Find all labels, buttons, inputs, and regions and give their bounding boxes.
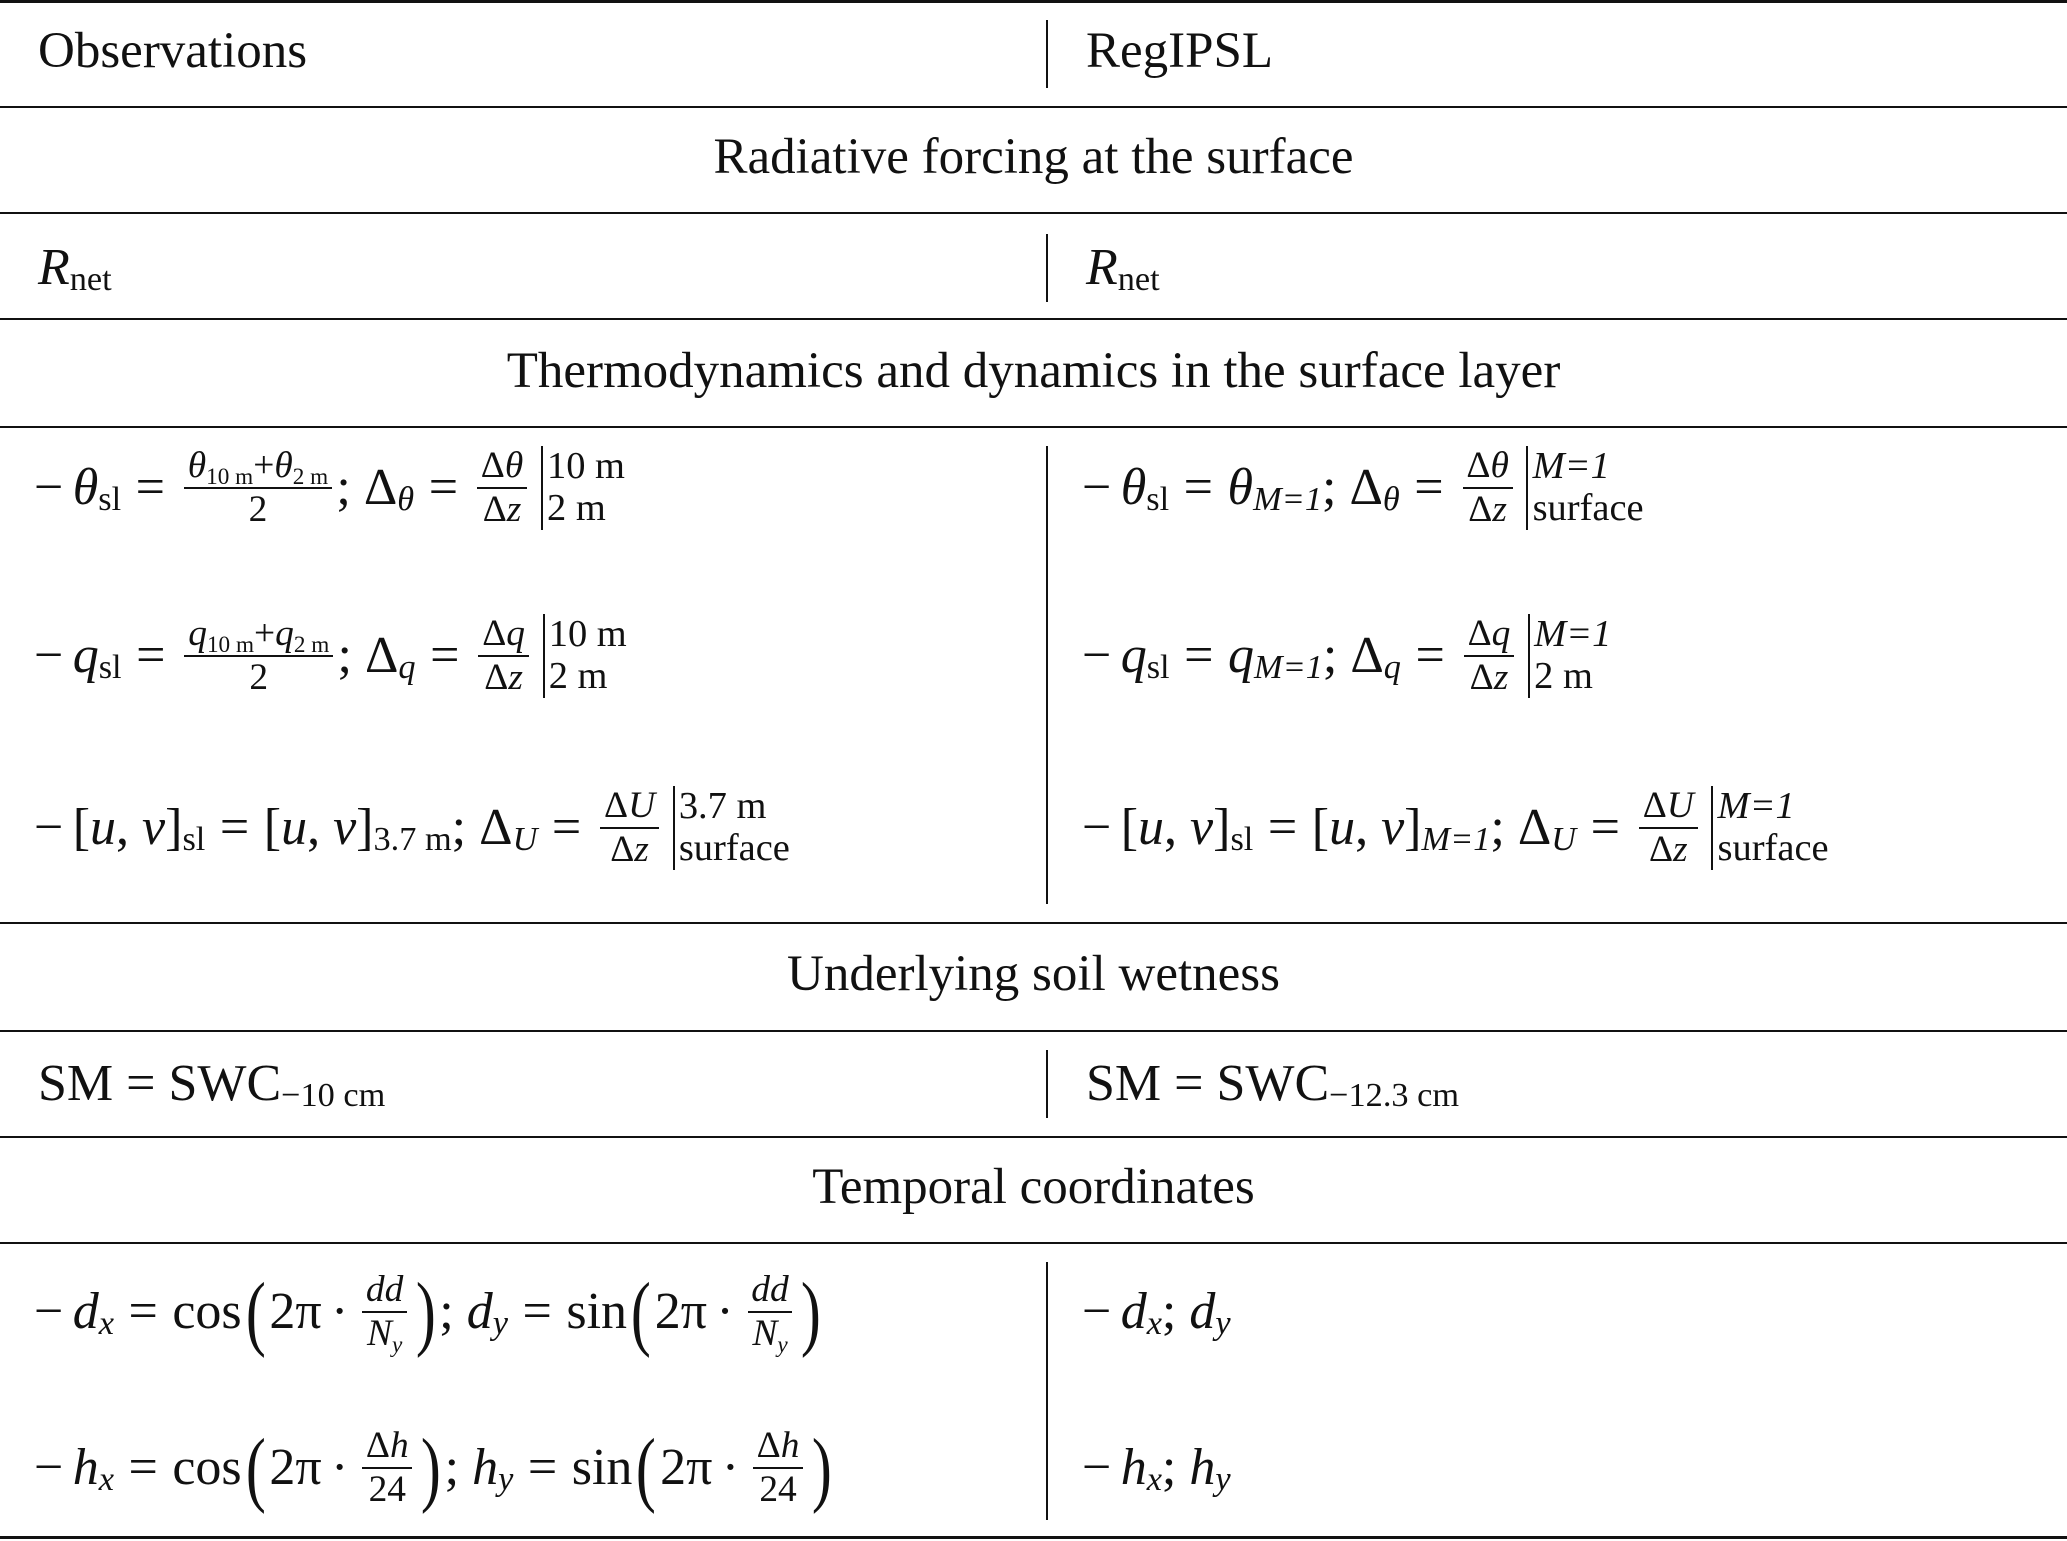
uv-reg-formula: − [ u , v ] sl = [ u , v ] M=1 ; Δ U = $\frac{\Delta U}{\Delta z}$ M=1 surface [1082, 785, 1829, 871]
section-temporal: Temporal coordinates [812, 1159, 1255, 1215]
rule [0, 212, 2067, 214]
rule [0, 106, 2067, 108]
col-divider [1046, 1050, 1048, 1118]
theta-reg-formula: − θ sl = θ M=1 ; Δ θ = $\frac{\Delta\theta}{\Delta z}$ M=1 surface [1082, 445, 1644, 531]
sm-reg-formula: SM = SWC −12.3 cm [1086, 1055, 1460, 1114]
col-divider [1046, 446, 1048, 904]
section-radiative: Radiative forcing at the surface [713, 129, 1354, 185]
section-soil: Underlying soil wetness [787, 946, 1280, 1002]
h-obs-formula: − h x = cos ( 2π · $\frac{\Delta h}{24}$ ) ; h y = sin ( 2π · $\frac{\Delta h}{24}$ ) [34, 1421, 832, 1514]
col-divider [1046, 1262, 1048, 1520]
q-reg-formula: − q sl = q M=1 ; Δ q = $\frac{\Delta q}{\Delta z}$ M=1 2 m [1082, 613, 1612, 699]
section-thermo: Thermodynamics and dynamics in the surface layer [506, 343, 1561, 399]
d-reg-formula: − d x ; d y [1082, 1283, 1231, 1342]
rule-top [0, 0, 2067, 3]
header-regipsl: RegIPSL [1086, 23, 1274, 79]
rule [0, 318, 2067, 320]
rule [0, 922, 2067, 924]
rnet-reg: R net [1086, 239, 1160, 298]
q-obs-formula: − q sl = $\frac{q10 m+q2 m}{2}$ ; Δ q = $\frac{\Delta q}{\Delta z}$ 10 m 2 m [34, 613, 627, 699]
sm-obs-formula: SM = SWC −10 cm [38, 1055, 386, 1114]
uv-obs-formula: − [ u , v ] sl = [ u , v ] 3.7 m ; Δ U = $\frac{\Delta U}{\Delta z}$ 3.7 m surface [34, 785, 790, 871]
rule-bottom [0, 1536, 2067, 1539]
header-observations: Observations [38, 23, 308, 79]
rnet-obs: R net [38, 239, 112, 298]
col-divider [1046, 20, 1048, 88]
h-reg-formula: − h x ; h y [1082, 1439, 1231, 1498]
d-obs-formula: − d x = cos ( 2π · $\frac{dd}{Ny}$ ) ; d y = sin ( 2π · $\frac{dd}{Ny}$ ) [34, 1265, 821, 1358]
col-divider [1046, 234, 1048, 302]
theta-obs-formula: − θ sl = $\frac{\theta 10 m+\theta 2 m}{2}$ ; Δ θ = $\frac{\Delta\theta}{\Delta z}$ 10 m 2 m [34, 445, 625, 531]
rule [0, 1242, 2067, 1244]
